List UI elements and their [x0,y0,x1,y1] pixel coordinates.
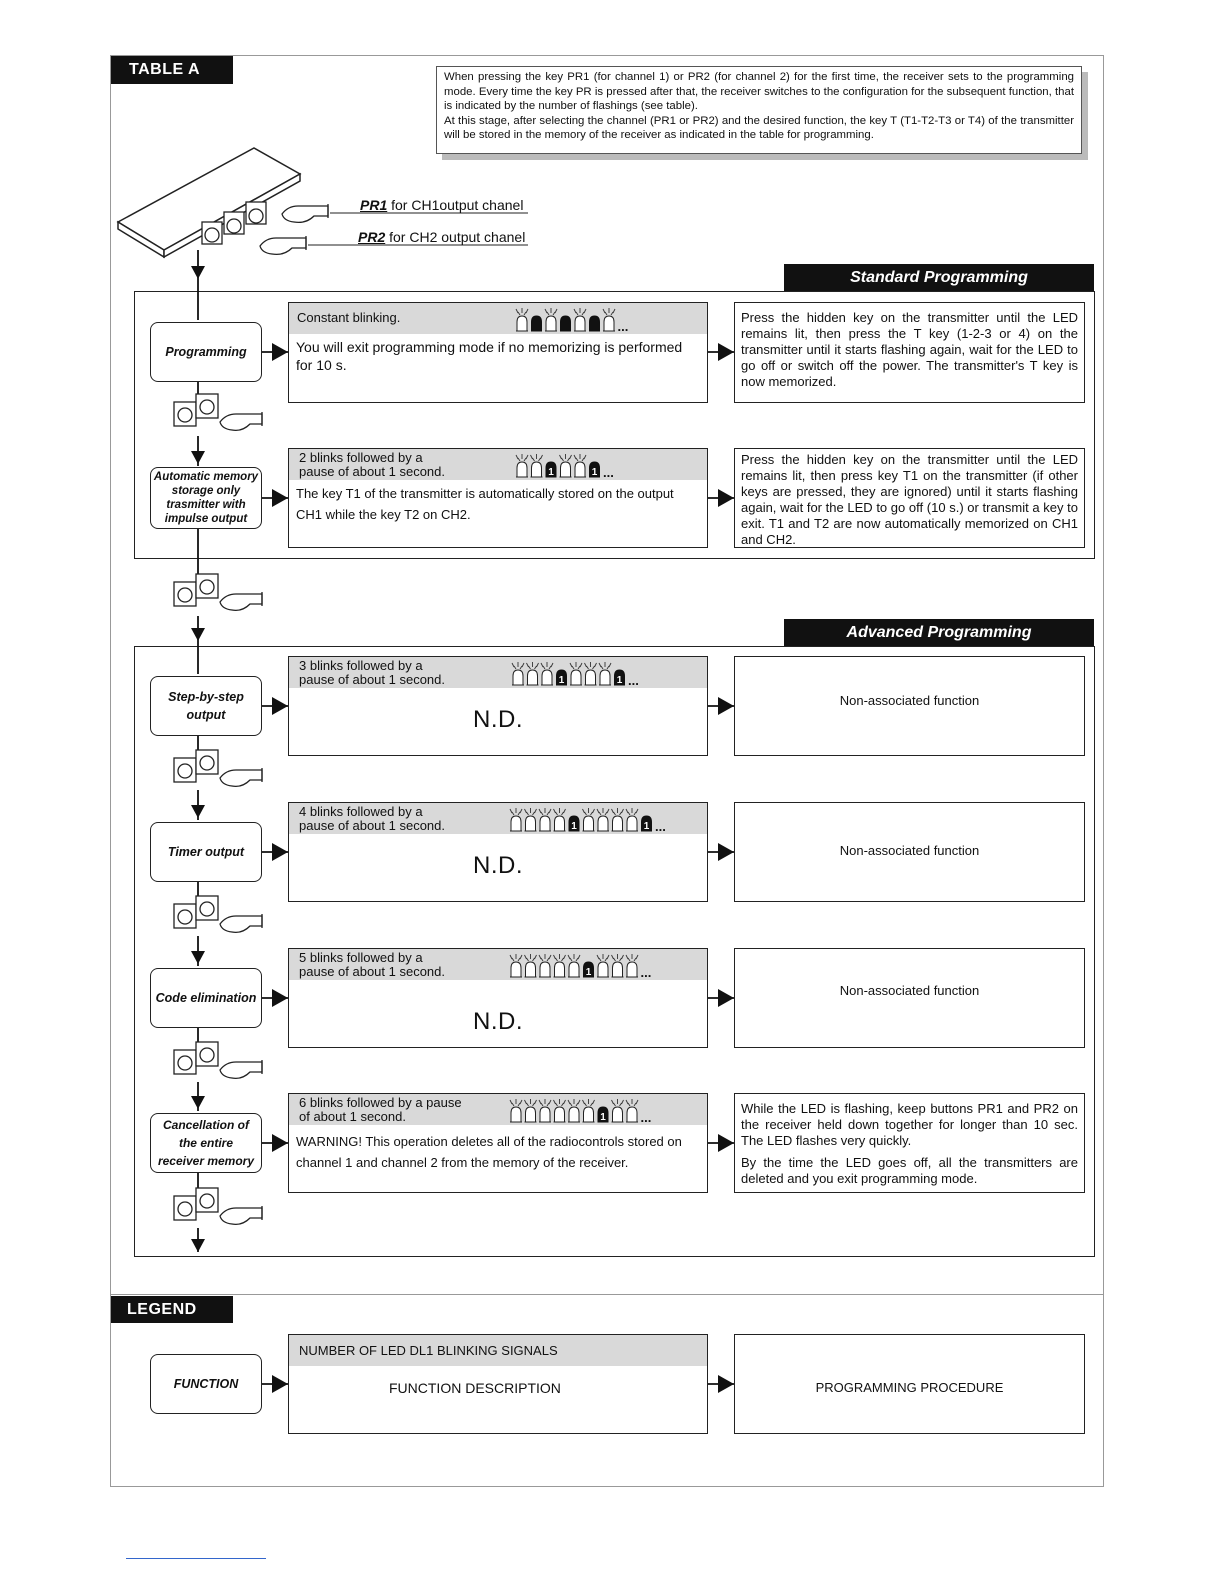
arrow-right-icon [718,489,734,507]
blink-count [299,659,445,687]
led-off-icon [598,1107,608,1123]
description-box [288,1093,708,1193]
led-sequence [505,951,695,978]
led-ellipsis: ... [640,965,652,978]
arrow-right-icon [272,697,288,715]
legend-title: LEGEND [127,1300,197,1318]
programming-procedure: Non-associated function [839,693,980,708]
blink-count-line-2: pause of about 1 second. [299,464,446,479]
led-pause-label: 1 [643,821,650,832]
led-off-icon [532,316,542,331]
press-button-icon [174,1188,262,1224]
arrow-right-icon [718,1375,734,1393]
arrow-down-icon [191,451,205,464]
arrow-right-icon [272,1134,288,1152]
led-lit-icon [612,954,624,977]
procedure-box [734,1093,1085,1193]
arrow-down-icon [191,628,205,641]
legend-divider [110,1294,1104,1295]
pr2-text: for CH2 output chanel [385,229,526,245]
led-off-icon [546,462,556,478]
function-description: The key T1 of the transmitter is automatically stored on the output CH1 while the key T2 on CH2. [296,486,674,522]
arrow-down-icon [191,951,205,964]
press-button-icon [174,394,262,430]
led-ellipsis: ... [640,1110,652,1123]
arrow-right-icon [272,989,288,1007]
led-ellipsis: ... [628,673,639,686]
led-sequence [505,1096,695,1123]
led-lit-icon [626,808,638,831]
function-description: N.D. [473,706,523,733]
programming-procedure-step-1: While the LED is flashing, keep buttons PR1 and PR2 on the receiver held down together for longer than 10 sec. The LED flashes very quickly. [741,1101,1078,1148]
standard-programming-title: Standard Programming [850,269,1028,286]
legend-function-description: FUNCTION DESCRIPTION [389,1380,561,1396]
led-lit-icon [585,662,597,685]
description-box [288,302,708,403]
blink-count-line-2: of about 1 second. [299,1109,406,1124]
press-button-icon [174,750,262,786]
led-lit-icon [531,454,543,477]
blink-count-line-2: pause of about 1 second. [299,964,446,979]
led-lit-icon [583,808,595,831]
blink-count [299,1096,462,1124]
led-lit-icon [541,662,553,685]
description-box [288,448,708,548]
description-box [288,656,708,756]
blink-count [299,805,445,833]
led-lit-icon [525,1099,537,1122]
intro-paragraph-2: At this stage, after selecting the channel (PR1 or PR2) and the desired function, the key T (T1-T2-T3 or T4) of the transmitter will be stored in the memory of the receiver as indicated in the table for programming. [444,114,1074,142]
procedure-box [734,802,1085,902]
blink-count [299,951,445,979]
blink-count: Constant blinking. [297,310,401,325]
legend-procedure-box [734,1334,1085,1434]
led-lit-icon [574,454,586,477]
function-description: N.D. [473,852,523,879]
led-lit-icon [539,954,551,977]
blink-count [299,451,445,479]
led-off-icon [584,962,594,978]
blink-header [289,1094,707,1125]
led-lit-icon [626,954,638,977]
led-lit-icon [545,308,557,331]
function-code-elimination [150,968,262,1028]
function-label-line-1: Cancellation of [162,1118,249,1132]
led-lit-icon [554,954,566,977]
legend-programming-procedure: PROGRAMMING PROCEDURE [815,1380,1004,1395]
led-lit-icon [539,808,551,831]
arrow-right-icon [718,843,734,861]
arrow-right-icon [718,989,734,1007]
led-sequence [511,305,691,332]
legend-function [150,1354,262,1414]
function-label: Code elimination [155,991,257,1005]
led-off-icon [590,462,600,478]
legend-description-box [288,1334,708,1434]
blink-count-line-2: pause of about 1 second. [299,818,446,833]
led-lit-icon [583,1099,595,1122]
legend-blink-label: NUMBER OF LED DL1 BLINKING SIGNALS [299,1343,558,1358]
legend-function-label: FUNCTION [173,1377,239,1391]
function-label: Timer output [167,845,245,859]
legend-tag [111,1296,233,1323]
arrow-right-icon [272,1375,288,1393]
arrow-right-icon [272,843,288,861]
led-lit-icon [554,808,566,831]
arrow-right-icon [718,343,734,361]
arrow-right-icon [718,697,734,715]
table-a-title: TABLE A [129,61,201,78]
procedure-box [734,948,1085,1048]
description-box [288,948,708,1048]
function-timer-output [150,822,262,882]
led-ellipsis: ... [655,819,666,832]
led-pause-label: 1 [600,1112,606,1123]
programming-procedure-step-2: By the time the LED goes off, all the transmitters are deleted and you exit programming mode. [741,1155,1078,1186]
led-sequence [507,659,697,686]
procedure-box [734,302,1085,403]
led-lit-icon [568,954,580,977]
led-off-icon [561,316,571,331]
led-lit-icon [570,662,582,685]
function-programming [150,322,262,382]
blink-header [289,303,707,334]
description-box [288,802,708,902]
programming-procedure: Press the hidden key on the transmitter until the LED remains lit, then press key T1 on the transmitter (if other keys are pressed, they are ignored) until it starts flashing again, wait for the LED to go off (10 s.) or transmit a key to exit. T1 and T2 are now automatically memorized on CH1 and CH2. [741,452,1078,547]
function-label [158,1116,254,1170]
led-lit-icon [626,1099,638,1122]
pr1-key: PR1 [360,197,388,213]
led-pause-label: 1 [548,467,554,478]
led-lit-icon [512,662,524,685]
function-label-line-1: Step-by-step [168,690,244,704]
led-ellipsis: ... [617,319,629,332]
function-label: Automatic memory storage only trasmitter with impulse output [153,471,259,525]
blink-header [289,449,707,480]
led-pause-label: 1 [571,821,577,832]
function-description: You will exit programming mode if no memorizing is performed for 10 s. [296,339,683,373]
led-lit-icon [599,662,611,685]
pr2-key: PR2 [358,229,386,245]
function-automatic-memory [150,467,262,529]
led-pause-label: 1 [585,967,592,978]
led-lit-icon [527,662,539,685]
led-lit-icon [554,1099,566,1122]
led-off-icon [557,670,567,686]
led-pause-label: 1 [558,675,565,686]
led-lit-icon [597,954,609,977]
footer-link-rule [126,1558,266,1559]
intro-paragraph-1: When pressing the key PR1 (for channel 1) or PR2 (for channel 2) for the first time, the receiver sets to the programming mode. Every time the key PR is pressed after that, the receiver switches to the configuration for the subsequent function, that is indicated by the number of flashings (see table). [444,71,1074,113]
led-lit-icon [597,808,609,831]
led-pause-label: 1 [616,675,623,686]
led-lit-icon [516,454,528,477]
function-label-line-2: the entire [178,1136,233,1150]
procedure-box [734,448,1085,548]
led-ellipsis: ... [603,465,614,478]
arrow-down-icon [191,1096,205,1109]
led-lit-icon [574,308,586,331]
led-lit-icon [525,808,537,831]
blink-header [289,949,707,980]
led-sequence [505,805,709,832]
legend-blink-header [289,1335,707,1366]
blink-count-line-1: 2 blinks followed by a [299,450,423,465]
blink-header [289,803,707,834]
pr1-text: for CH1output chanel [387,197,524,213]
arrow-right-icon [272,343,288,361]
led-lit-icon [612,1099,624,1122]
arrow-right-icon [718,1134,734,1152]
function-label-line-3: receiver memory [157,1154,255,1168]
arrow-right-icon [272,489,288,507]
led-off-icon [615,670,625,686]
press-button-icon [174,1042,262,1078]
programming-procedure: Press the hidden key on the transmitter until the LED remains lit, then press the T key (1-2-3 or 4) on the transmitter until it starts flashing again, wait for the LED to go off or switch off the power. The transmitter's T key is now memorized. [741,310,1078,389]
programming-procedure: Non-associated function [839,983,980,998]
function-label [168,688,244,724]
led-off-icon [569,816,579,832]
function-label: Programming [165,345,247,359]
led-lit-icon [510,954,522,977]
blink-count-line-1: 4 blinks followed by a [299,804,423,819]
blink-header [289,657,707,688]
function-cancellation-memory [150,1113,262,1173]
arrow-down-icon [191,1239,205,1252]
led-lit-icon [560,454,572,477]
function-description: WARNING! This operation deletes all of the radiocontrols stored on channel 1 and channel 2 from the memory of the receiver. [296,1134,682,1170]
led-lit-icon [603,308,615,331]
blink-count-line-1: 3 blinks followed by a [299,658,423,673]
blink-count-line-1: 5 blinks followed by a [299,950,423,965]
function-step-by-step-output [150,676,262,736]
function-description: N.D. [473,1008,523,1035]
function-label-line-2: output [186,708,226,722]
led-off-icon [590,316,600,331]
programming-procedure: Non-associated function [839,843,980,858]
led-sequence [511,451,691,478]
led-lit-icon [510,1099,522,1122]
advanced-programming-title: Advanced Programming [846,624,1032,641]
led-lit-icon [516,308,528,331]
led-off-icon [642,816,652,832]
arrow-down-icon [191,266,205,279]
led-lit-icon [525,954,537,977]
blink-count-line-1: 6 blinks followed by a pause [299,1095,462,1110]
led-pause-label: 1 [591,467,598,478]
blink-count-line-2: pause of about 1 second. [299,672,446,687]
led-lit-icon [510,808,522,831]
press-button-icon [174,574,262,610]
led-lit-icon [568,1099,580,1122]
arrow-down-icon [191,805,205,818]
procedure-box [734,656,1085,756]
led-lit-icon [539,1099,551,1122]
led-lit-icon [612,808,624,831]
press-button-icon [174,896,262,932]
